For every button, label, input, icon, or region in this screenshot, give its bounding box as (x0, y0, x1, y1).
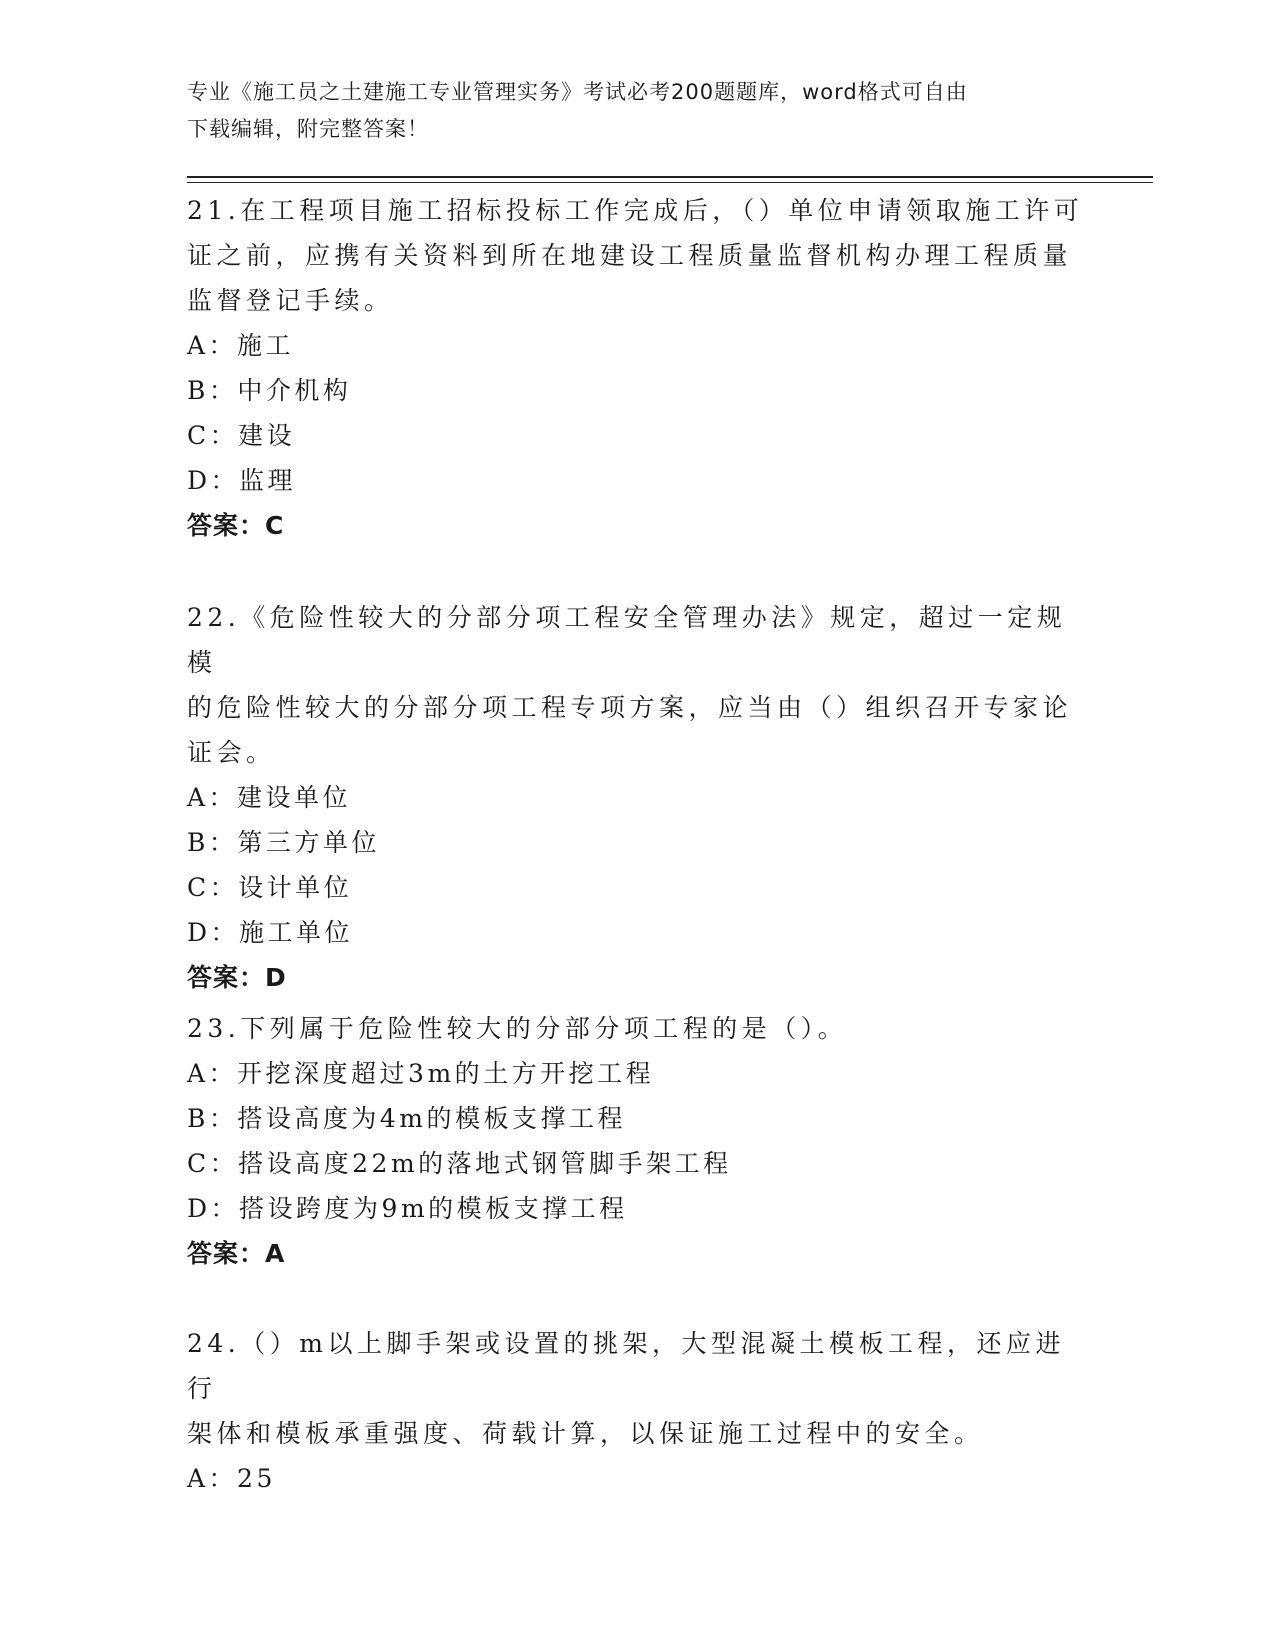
question-block (187, 188, 1087, 548)
header-line: 专业《施工员之土建施工专业管理实务》考试必考200题题库，word格式可自由 (187, 80, 968, 104)
option-c: C：搭设高度22m的落地式钢管脚手架工程 (187, 1149, 732, 1178)
question-stem-line: 24.（）m以上脚手架或设置的挑架，大型混凝土模板工程，还应进行 (187, 1329, 1065, 1403)
question-stem-line: 的危险性较大的分部分项工程专项方案，应当由（）组织召开专家论 (187, 693, 1073, 722)
option-a: A：施工 (187, 331, 295, 360)
answer-line: 答案：C (187, 511, 285, 540)
header-divider (187, 176, 1153, 178)
question-stem-line: 监督登记手续。 (187, 286, 394, 315)
question-block (187, 1006, 1087, 1276)
option-d: D：监理 (187, 466, 297, 495)
question-stem-line: 22.《危险性较大的分部分项工程安全管理办法》规定，超过一定规模 (187, 603, 1067, 677)
answer-line: 答案：A (187, 1239, 286, 1268)
answer-line: 答案：D (187, 963, 287, 992)
header-line: 下载编辑，附完整答案！ (187, 117, 429, 141)
header-divider (187, 182, 1153, 183)
option-c: C：设计单位 (187, 873, 353, 902)
option-a: A：建设单位 (187, 783, 352, 812)
question-block (187, 595, 1087, 1000)
option-a: A：开挖深度超过3m的土方开挖工程 (187, 1059, 655, 1088)
question-stem-line: 证会。 (187, 738, 276, 767)
document-header (187, 74, 1087, 148)
question-block (187, 1321, 1087, 1501)
option-b: B：第三方单位 (187, 828, 380, 857)
question-stem-line: 21.在工程项目施工招标投标工作完成后，（）单位申请领取施工许可 (187, 196, 1084, 225)
option-d: D：搭设跨度为9m的模板支撑工程 (187, 1194, 628, 1223)
option-c: C：建设 (187, 421, 296, 450)
option-b: B：中介机构 (187, 376, 352, 405)
question-stem-line: 架体和模板承重强度、荷载计算，以保证施工过程中的安全。 (187, 1419, 984, 1448)
option-a: A：25 (187, 1464, 276, 1493)
option-d: D：施工单位 (187, 918, 354, 947)
option-b: B：搭设高度为4m的模板支撑工程 (187, 1104, 626, 1133)
question-stem-line: 证之前，应携有关资料到所在地建设工程质量监督机构办理工程质量 (187, 241, 1073, 270)
question-stem-line: 23.下列属于危险性较大的分部分项工程的是（）。 (187, 1014, 848, 1043)
